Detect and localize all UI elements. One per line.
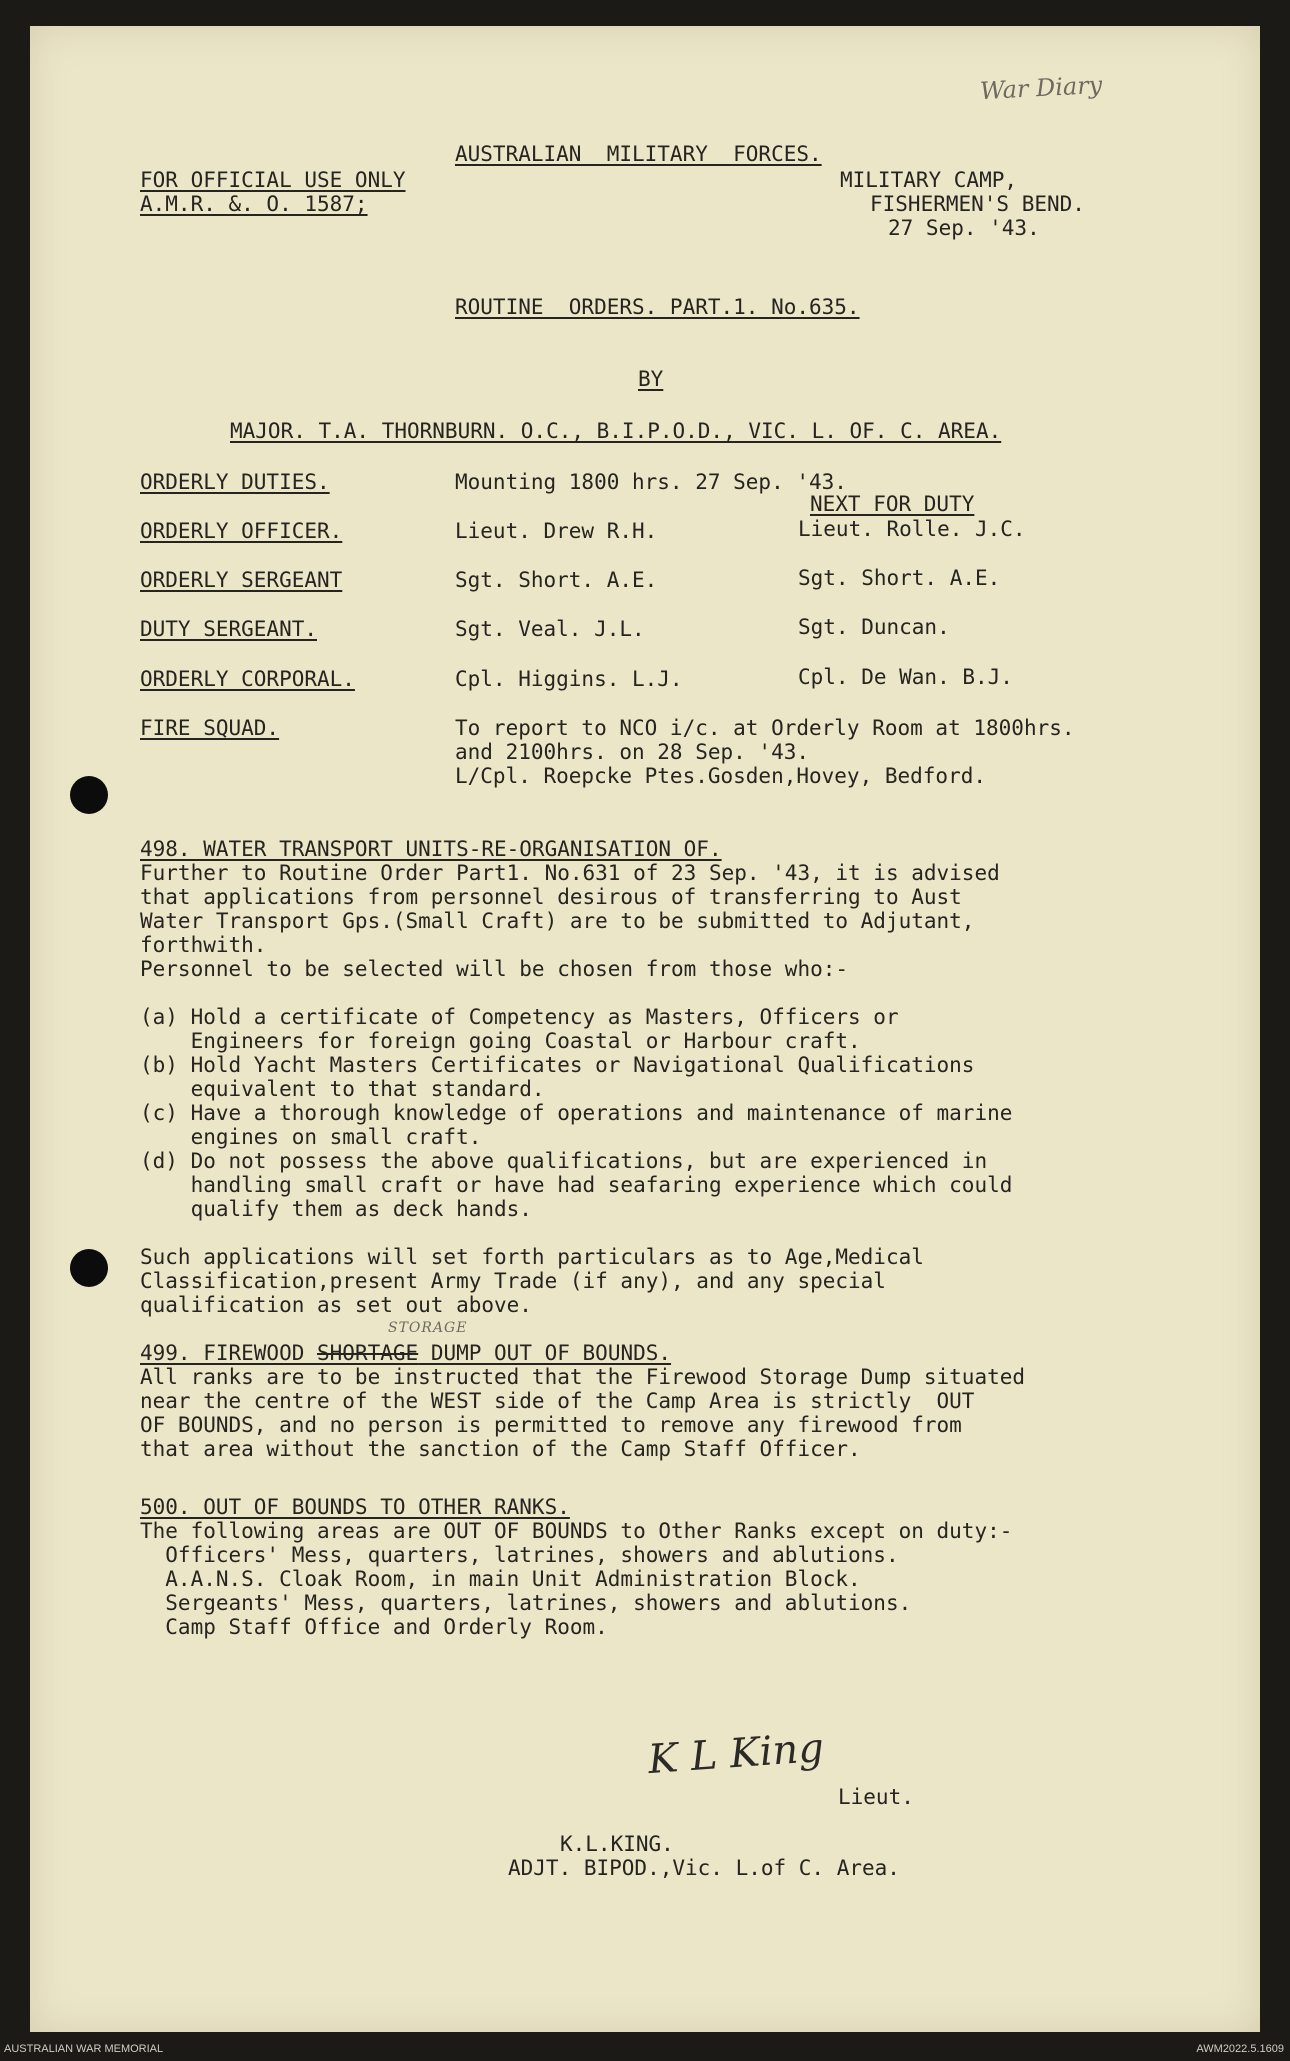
footer-source: AUSTRALIAN WAR MEMORIAL [4, 2043, 164, 2055]
duty-row-label: ORDERLY OFFICER. [140, 519, 343, 543]
mounting-time: Mounting 1800 hrs. 27 Sep. '43. [455, 470, 847, 494]
order-498-heading: 498. WATER TRANSPORT UNITS-RE-ORGANISATION OF. [140, 837, 722, 861]
fire-squad-line: L/Cpl. Roepcke Ptes.Gosden,Hovey, Bedford. [455, 764, 987, 788]
signatory-rank: Lieut. [838, 1785, 914, 1809]
order-499-line: that area without the sanction of the Camp Staff Officer. [140, 1437, 861, 1461]
order-498-closing-line: Such applications will set forth particulars as to Age,Medical [140, 1245, 924, 1269]
order-498-line: forthwith. [140, 933, 267, 957]
document-page [30, 26, 1260, 2032]
order-498-line: Water Transport Gps.(Small Craft) are to be submitted to Adjutant, [140, 909, 975, 933]
qualification-item: qualify them as deck hands. [140, 1197, 532, 1221]
duty-row-current: Lieut. Drew R.H. [455, 519, 658, 543]
duty-row-current: Cpl. Higgins. L.J. [455, 667, 683, 691]
order-500-line: The following areas are OUT OF BOUNDS to Other Ranks except on duty:- [140, 1519, 1013, 1543]
order-498-closing-line: qualification as set out above. [140, 1293, 532, 1317]
punch-hole-bottom [70, 1249, 108, 1287]
fire-squad-label: FIRE SQUAD. [140, 716, 280, 740]
duty-row-next: Cpl. De Wan. B.J. [798, 665, 1013, 689]
order-499-line: All ranks are to be instructed that the Firewood Storage Dump situated [140, 1365, 1026, 1389]
qualification-item: equivalent to that standard. [140, 1077, 545, 1101]
duty-row-label: ORDERLY CORPORAL. [140, 667, 355, 691]
order-499-line: near the centre of the WEST side of the Camp Area is strictly OUT [140, 1389, 975, 1413]
order-498-line: that applications from personnel desirous of transferring to Aust [140, 885, 962, 909]
qualification-item: (d) Do not possess the above qualifications, but are experienced in [140, 1149, 988, 1173]
duty-row-current: Sgt. Veal. J.L. [455, 617, 645, 641]
by-label: BY [638, 367, 664, 391]
storage-handwritten-insert: STORAGE [388, 1320, 468, 1336]
duty-row-label: DUTY SERGEANT. [140, 617, 318, 641]
duty-row-next: Lieut. Rolle. J.C. [798, 517, 1026, 541]
order-500-heading: 500. OUT OF BOUNDS TO OTHER RANKS. [140, 1495, 570, 1519]
qualification-item: engines on small craft. [140, 1125, 482, 1149]
qualification-item: (b) Hold Yacht Masters Certificates or Navigational Qualifications [140, 1053, 975, 1077]
order-500-line: Sergeants' Mess, quarters, latrines, showers and ablutions. [140, 1591, 912, 1615]
order-title: ROUTINE ORDERS. PART.1. No.635. [455, 295, 860, 319]
qualification-item: Engineers for foreign going Coastal or Harbour craft. [140, 1029, 861, 1053]
order-498-closing-line: Classification,present Army Trade (if any), and any special [140, 1269, 886, 1293]
header-title: AUSTRALIAN MILITARY FORCES. [455, 142, 822, 166]
order-500-line: Camp Staff Office and Orderly Room. [140, 1615, 608, 1639]
footer-accession: AWM2022.5.1609 [1196, 2043, 1284, 2055]
duty-row-next: Sgt. Duncan. [798, 615, 950, 639]
fire-squad-line: To report to NCO i/c. at Orderly Room at 1800hrs. [455, 716, 1075, 740]
order-500-line: Officers' Mess, quarters, latrines, showers and ablutions. [140, 1543, 899, 1567]
fire-squad-line: and 2100hrs. on 28 Sep. '43. [455, 740, 810, 764]
location-area: FISHERMEN'S BEND. [870, 192, 1085, 216]
orderly-duties-label: ORDERLY DUTIES. [140, 470, 330, 494]
duty-row-label: ORDERLY SERGEANT [140, 568, 343, 592]
order-499-heading-pre: 499. FIREWOOD [140, 1341, 318, 1365]
order-498-line: Personnel to be selected will be chosen from those who:- [140, 957, 849, 981]
signatory-name: K.L.KING. [560, 1832, 674, 1856]
duty-row-current: Sgt. Short. A.E. [455, 568, 658, 592]
next-for-duty-label: NEXT FOR DUTY [810, 492, 975, 516]
signature-mark: K L King [646, 1724, 826, 1784]
regulation-ref: A.M.R. &. O. 1587; [140, 192, 368, 216]
order-500-line: A.A.N.S. Cloak Room, in main Unit Administration Block. [140, 1567, 861, 1591]
official-use-line: FOR OFFICIAL USE ONLY [140, 168, 406, 192]
qualification-item: (a) Hold a certificate of Competency as Masters, Officers or [140, 1005, 899, 1029]
order-499-heading [140, 1340, 671, 1366]
issuer-line: MAJOR. T.A. THORNBURN. O.C., B.I.P.O.D., VIC. L. OF. C. AREA. [230, 419, 1002, 443]
order-499-heading-struck: SHORTAGE [317, 1341, 419, 1365]
order-499-heading-post: DUMP OUT OF BOUNDS. [418, 1341, 672, 1365]
document-date: 27 Sep. '43. [888, 216, 1040, 240]
qualification-item: handling small craft or have had seafaring experience which could [140, 1173, 1013, 1197]
war-diary-annotation: War Diary [979, 70, 1103, 106]
order-498-line: Further to Routine Order Part1. No.631 of 23 Sep. '43, it is advised [140, 861, 1000, 885]
duty-row-next: Sgt. Short. A.E. [798, 566, 1001, 590]
order-499-line: OF BOUNDS, and no person is permitted to remove any firewood from [140, 1413, 962, 1437]
signatory-position: ADJT. BIPOD.,Vic. L.of C. Area. [508, 1856, 900, 1880]
location-camp: MILITARY CAMP, [840, 168, 1018, 192]
punch-hole-top [70, 776, 108, 814]
qualification-item: (c) Have a thorough knowledge of operations and maintenance of marine [140, 1101, 1013, 1125]
